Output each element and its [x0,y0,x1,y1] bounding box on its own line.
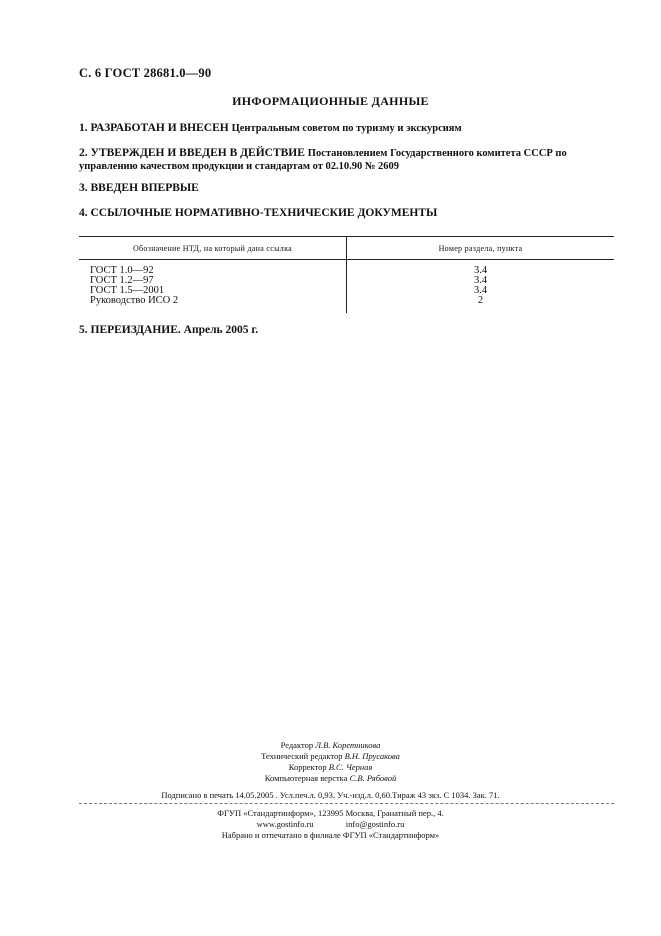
item-lead: УТВЕРЖДЕН И ВВЕДЕН В ДЕЙСТВИЕ [90,147,305,159]
table-header-row [79,237,614,260]
credit-role: Редактор [280,740,314,750]
page-header: С. 6 ГОСТ 28681.0—90 [79,66,212,80]
document-cell: ГОСТ 1.0—92 [79,260,347,277]
info-item-3 [79,182,619,195]
publisher-website: www.gostinfo.ru [256,819,314,829]
credit-name: В.С. Черная [328,762,373,772]
info-item-2 [79,147,619,173]
publisher-block [0,808,661,841]
credit-role: Корректор [288,762,327,772]
section-cell: 3.4 [473,275,488,286]
credit-name: С.В. Рябовой [349,773,397,783]
table-row [79,296,614,313]
document-cell: Руководство ИСО 2 [79,296,347,313]
item-lead: ПЕРЕИЗДАНИЕ. [90,324,181,336]
item-lead: ВВЕДЕН ВПЕРВЫЕ [90,182,199,194]
section-cell: 3.4 [473,265,488,276]
item-text: Апрель 2005 г. [183,324,259,336]
info-item-4 [79,207,619,220]
credit-name: В.Н. Прусакова [344,751,400,761]
item-number: 5. [79,324,88,336]
item-lead: РАЗРАБОТАН И ВНЕСЕН [90,122,229,134]
item-lead: ССЫЛОЧНЫЕ НОРМАТИВНО-ТЕХНИЧЕСКИЕ ДОКУМЕНТЫ [90,207,438,219]
credit-line [0,762,661,773]
credit-line [0,773,661,784]
table-row [79,260,614,277]
column-header-section: Номер раздела, пункта [347,237,615,260]
item-text: Центральным советом по туризму и экскурсиям [231,123,462,134]
credit-role: Технический редактор [261,751,343,761]
item-number: 2. [79,147,88,159]
info-item-5 [79,324,619,337]
dashed-divider [79,803,614,804]
credit-role: Компьютерная верстка [264,773,348,783]
credit-name: Л.В. Коретникова [315,740,381,750]
reference-documents-table [79,236,614,313]
publisher-address: ФГУП «Стандартинформ», 123995 Москва, Гранатный пер., 4. [217,808,444,818]
document-cell: ГОСТ 1.2—97 [79,276,347,286]
section-cell: 2 [477,295,484,306]
credit-line [0,751,661,762]
credit-line [0,740,661,751]
print-details: Подписано в печать 14.05.2005 . Усл.печ.л. 0,93. Уч.-изд.л. 0,60.Тираж 43 экз. С 1034. Зак. 71. [161,790,500,800]
document-cell: ГОСТ 1.5—2001 [79,286,347,296]
publisher-email: info@gostinfo.ru [345,819,405,829]
section-cell: 3.4 [473,285,488,296]
publisher-printing: Набрано и отпечатано в филиале ФГУП «Стандартинформ» [221,830,440,840]
credits-block [0,740,661,784]
item-number: 3. [79,182,88,194]
publisher-contacts [0,819,661,830]
item-number: 1. [79,122,88,134]
item-text: Постановлением Государственного комитета СССР по управлению качеством продукции и стандартам от 02.10.90 № 2609 [79,148,567,172]
column-header-document: Обозначение НТД, на который дана ссылка [79,237,347,260]
item-number: 4. [79,207,88,219]
section-title: ИНФОРМАЦИОННЫЕ ДАННЫЕ [232,94,429,108]
info-item-1 [79,122,619,135]
